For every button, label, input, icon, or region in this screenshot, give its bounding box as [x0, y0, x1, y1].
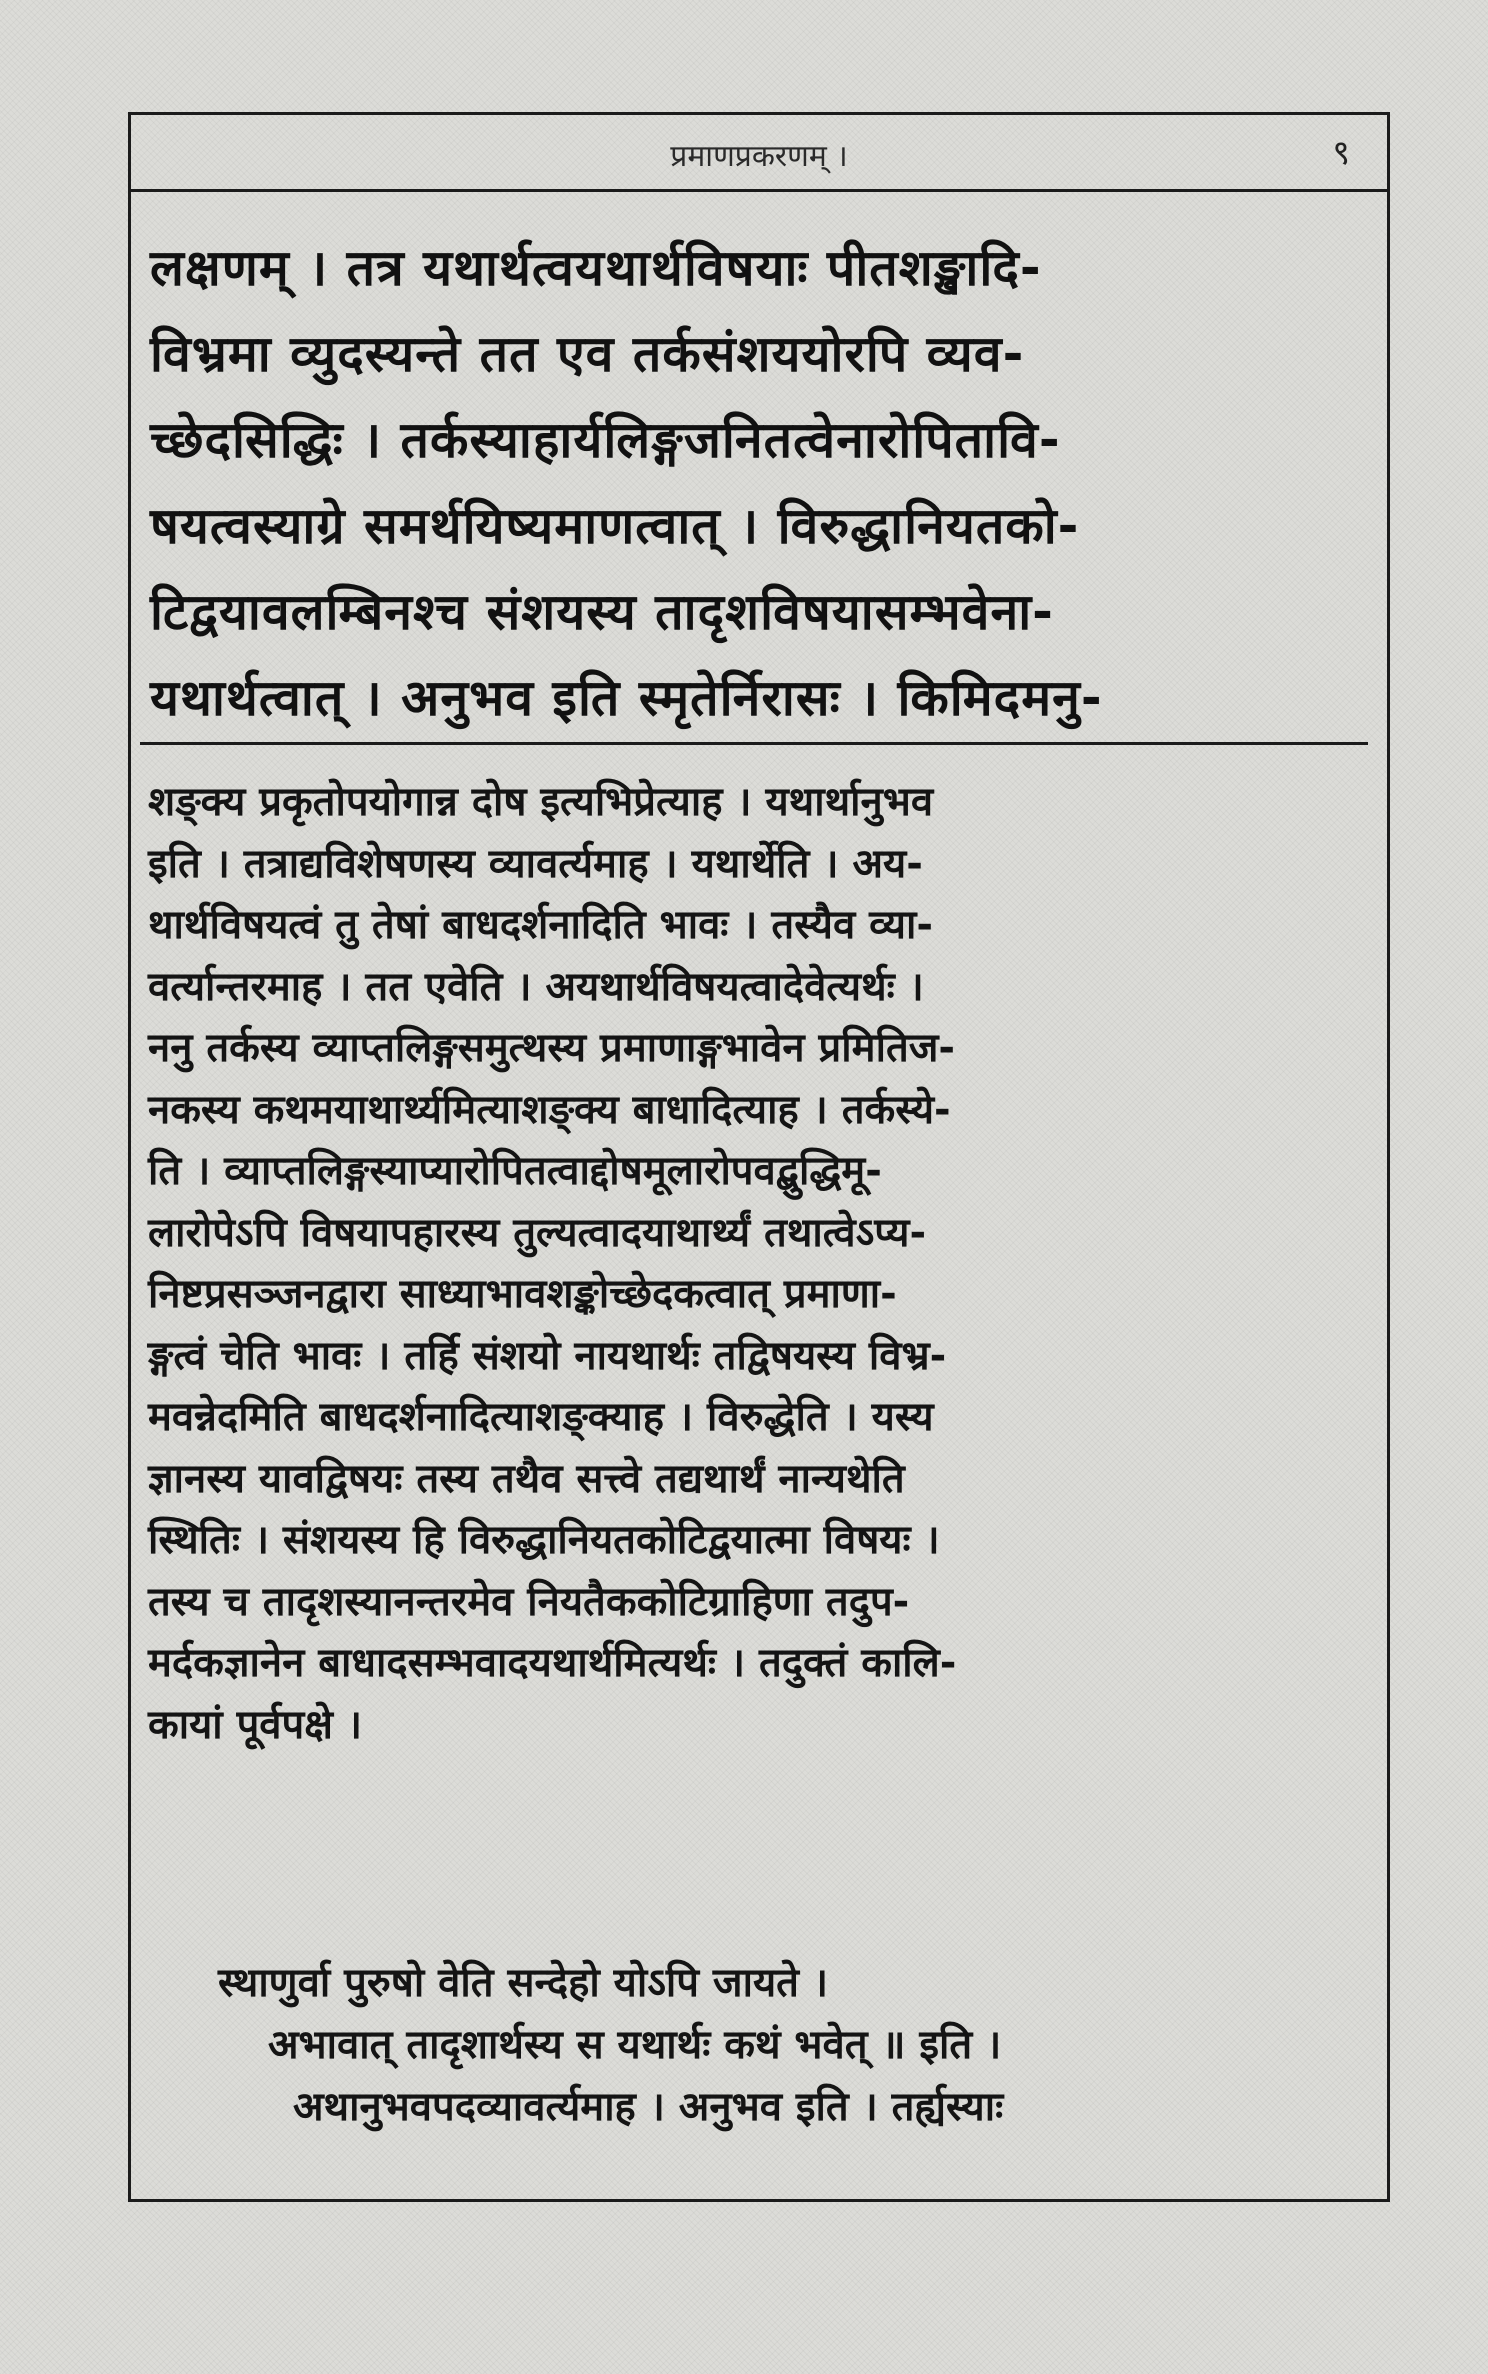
page-header — [128, 120, 1390, 192]
commentary-line: मर्दकज्ञानेन बाधादसम्भवादयथार्थमित्यर्थः । तदुक्तं कालि- — [148, 1640, 957, 1686]
quoted-verse-block — [148, 1952, 1358, 2138]
commentary-block — [148, 772, 1358, 1756]
verse-line-1: स्थाणुर्वा पुरुषो वेति सन्देहो योऽपि जायते । — [218, 1960, 829, 2006]
commentary-line: ति । व्याप्तलिङ्गस्याप्यारोपितत्वाद्दोषमूलारोपवद्बुद्धिमू- — [148, 1148, 882, 1194]
section-divider-rule — [140, 742, 1368, 745]
main-text-line: च्छेदसिद्धिः । तर्कस्याहार्यलिङ्गजनितत्वेनारोपितावि- — [150, 411, 1061, 469]
page-number: ९ — [1332, 133, 1350, 173]
commentary-line: शङ्क्य प्रकृतोपयोगान्न दोष इत्यभिप्रेत्याह । यथार्थानुभव — [148, 779, 934, 825]
commentary-line: ननु तर्कस्य व्याप्तलिङ्गसमुत्थस्य प्रमाणाङ्गभावेन प्रमितिज- — [148, 1025, 956, 1071]
commentary-line: लारोपेऽपि विषयापहारस्य तुल्यत्वादयाथार्थ्यं तथात्वेऽप्य- — [148, 1209, 927, 1256]
commentary-line: स्थितिः । संशयस्य हि विरुद्धानियतकोटिद्वयात्मा विषयः । — [148, 1517, 940, 1563]
main-text-line: यथार्थत्वात् । अनुभव इति स्मृतेर्निरासः । किमिदमनु- — [150, 669, 1103, 727]
main-text-block — [150, 225, 1350, 741]
main-text-line: टिद्वयावलम्बिनश्च संशयस्य तादृशविषयासम्भवेना- — [150, 583, 1054, 641]
commentary-line: कायां पूर्वपक्षे । — [148, 1701, 363, 1748]
main-text-line: लक्षणम् । तत्र यथार्थत्वयथार्थविषयाः पीतशङ्खादि- — [150, 239, 1042, 297]
commentary-line: तस्य च तादृशस्यानन्तरमेव नियतैककोटिग्राहिणा तदुप- — [148, 1578, 910, 1625]
commentary-line: नकस्य कथमयाथार्थ्यमित्याशङ्क्य बाधादित्याह । तर्कस्ये- — [148, 1086, 951, 1133]
main-text-line: षयत्वस्याग्रे समर्थयिष्यमाणत्वात् । विरुद्धानियतको- — [150, 497, 1080, 555]
verse-line-3: अथानुभवपदव्यावर्त्यमाह । अनुभव इति । तर्ह्यस्याः — [293, 2084, 1004, 2130]
commentary-line: ङ्गत्वं चेति भावः । तर्हि संशयो नायथार्थः तद्विषयस्य विभ्र- — [148, 1332, 947, 1379]
commentary-line: वर्त्यान्तरमाह । तत एवेति । अयथार्थविषयत्वादेवेत्यर्थः । — [148, 963, 924, 1010]
commentary-line: इति । तत्राद्यविशेषणस्य व्यावर्त्यमाह । यथार्थेति । अय- — [148, 840, 923, 887]
commentary-line: ज्ञानस्य यावद्विषयः तस्य तथैव सत्त्वे तद्यथार्थं नान्यथेति — [148, 1455, 905, 1502]
running-title: प्रमाणप्रकरणम् । — [670, 139, 848, 174]
main-text-line: विभ्रमा व्युदस्यन्ते तत एव तर्कसंशययोरपि व्यव- — [150, 325, 1025, 383]
verse-line-2: अभावात् तादृशार्थस्य स यथार्थः कथं भवेत् ॥ इति । — [268, 2022, 1002, 2068]
commentary-line: थार्थविषयत्वं तु तेषां बाधदर्शनादिति भावः । तस्यैव व्या- — [148, 902, 933, 948]
commentary-line: मवन्नेदमिति बाधदर्शनादित्याशङ्क्याह । विरुद्धेति । यस्य — [148, 1394, 934, 1440]
commentary-line: निष्टप्रसञ्जनद्वारा साध्याभावशङ्कोच्छेदकत्वात् प्रमाणा- — [148, 1271, 897, 1317]
